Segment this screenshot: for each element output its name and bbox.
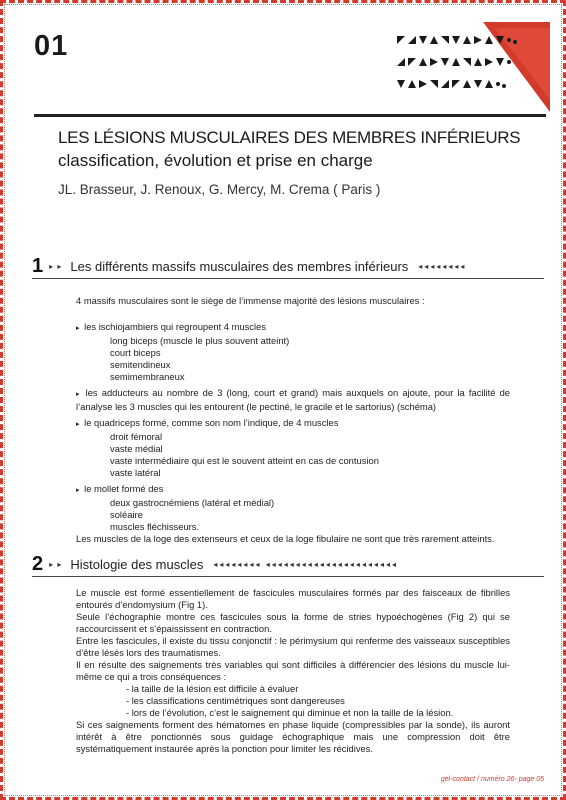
sub-item: long biceps (muscle le plus souvent atteint) (110, 335, 290, 346)
section-2-rule (32, 576, 544, 577)
section-intro: 4 massifs musculaires sont le siège de l’immense majorité des lésions musculaires : (76, 295, 425, 306)
arrows-icon: ▸ ▸ (49, 262, 63, 271)
arrows-icon: ▸ ▸ (49, 560, 63, 569)
triangle-ornament-icon: ◂◂◂◂◂◂◂◂ (418, 262, 467, 271)
sub-item: semimembraneux (110, 371, 185, 382)
sub-item: muscles fléchisseurs. (110, 521, 200, 532)
section-title: Les différents massifs musculaires des membres inférieurs (70, 259, 409, 274)
triangle-ornament-icon: ◂◂◂◂◂◂◂◂ ◂◂◂◂◂◂◂◂◂◂◂◂◂◂◂◂◂◂◂◂◂◂ (213, 560, 399, 569)
paragraph: Seule l’échographie montre ces fascicules sous la forme de stries hypoéchogènes (Fig 2) qui se raccourcissent et s’épaississent en contraction. (76, 611, 510, 634)
bullet-triangle-icon: ▸ (76, 487, 80, 494)
list-item: ▸ les ischiojambiers qui regroupent 4 muscles (76, 321, 266, 332)
section-title: Histologie des muscles (70, 557, 204, 572)
section-1-rule (32, 278, 544, 279)
bullet-triangle-icon: ▸ (76, 391, 80, 398)
sub-item: vaste médial (110, 443, 163, 454)
bullet-triangle-icon: ▸ (76, 325, 80, 332)
section-1-heading (32, 255, 466, 278)
list-item: ▸ le mollet formé des (76, 483, 164, 494)
consequence-item: - les classifications centimétriques sont dangereuses (126, 695, 345, 706)
section-number: 1 (32, 255, 44, 277)
section-closing: Les muscles de la loge des extenseurs et ceux de la loge fibulaire ne sont que très rarement atteints. (76, 533, 495, 544)
consequence-item: - la taille de la lésion est difficile à évaluer (126, 683, 299, 694)
article-authors: JL. Brasseur, J. Renoux, G. Mercy, M. Crema ( Paris ) (58, 182, 381, 197)
page-number: 01 (34, 30, 69, 62)
decorative-triangles-logo (395, 22, 550, 112)
sub-item: soléaire (110, 509, 143, 520)
sub-item: semitendineux (110, 359, 171, 370)
paragraph: Il en résulte des saignements très variables qui sont difficiles à différencier des lésions du muscle lui-même ce qui a trois conséquences : (76, 659, 510, 682)
section-number: 2 (32, 553, 44, 575)
sub-item: vaste latéral (110, 467, 161, 478)
paragraph: Entre les fascicules, il existe du tissu conjonctif : le périmysium qui renferme des vaisseaux susceptibles d’être lésés lors des traumatismes. (76, 635, 510, 658)
section-1-body (76, 295, 510, 545)
section-2-heading (32, 553, 398, 576)
section-2-body (76, 587, 510, 755)
article-title: LES LÉSIONS MUSCULAIRES DES MEMBRES INFÉRIEURS (58, 128, 521, 147)
paragraph: Le muscle est formé essentiellement de fascicules musculaires formés par des faisceaux de fibrilles entourés d’endomysium (Fig 1). (76, 587, 510, 610)
paragraph: Si ces saignements forment des hématomes en phase liquide (compressibles par la sonde), ils auront intérêt à être ponctionnés sous guidage échographique mais une compression doit être systématiquement instaurée après la ponction pour limiter les récidives. (76, 719, 510, 754)
sub-item: court biceps (110, 347, 161, 358)
article-subtitle: classification, évolution et prise en charge (58, 151, 373, 170)
list-item: ▸ le quadriceps formé, comme son nom l’indique, de 4 muscles (76, 417, 339, 428)
sub-item: droit fémoral (110, 431, 163, 442)
header-rule (34, 114, 546, 117)
consequence-item: - lors de l’évolution, c’est le saignement qui diminue et non la taille de la lésion. (126, 707, 454, 718)
sub-item: deux gastrocnémiens (latéral et médial) (110, 497, 275, 508)
page-footer: gel-contact / numéro 26- page 05 (440, 776, 544, 783)
sub-item: vaste intermédiaire qui est le souvent atteint en cas de contusion (110, 455, 379, 466)
bullet-triangle-icon: ▸ (76, 421, 80, 428)
list-item: ▸ les adducteurs au nombre de 3 (long, court et grand) mais auxquels on ajoute, pour la facilité de l’analyse les 3 muscles qui les entourent (le pectiné, le gracile et le sartorius) (schéma) (76, 387, 510, 412)
